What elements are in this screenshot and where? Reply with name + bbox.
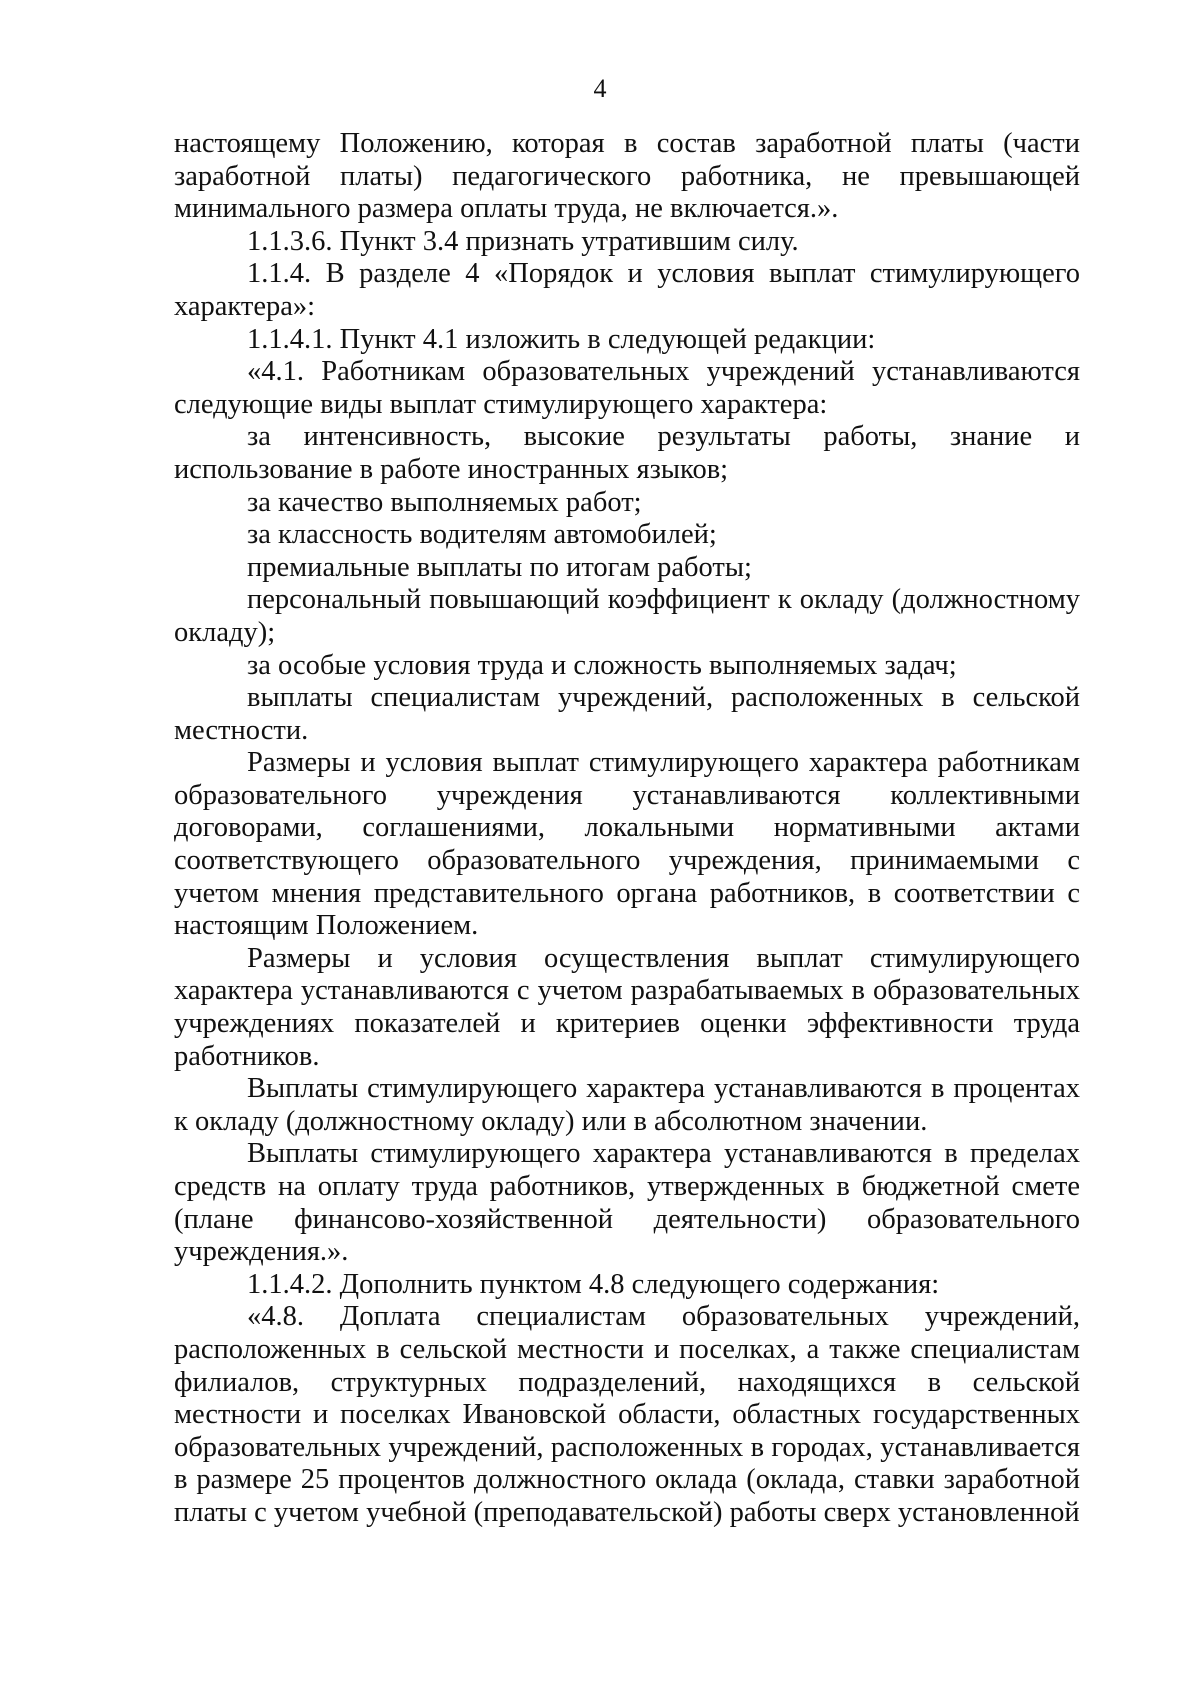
list-item: за особые условия труда и сложность выполняемых задач; [247, 649, 957, 681]
paragraph-4-1: «4.1. Работникам образовательных учреждений устанавливаются следующие виды выплат стимулирующего характера: [174, 356, 1080, 420]
list-item: премиальные выплаты по итогам работы; [247, 551, 752, 583]
paragraph-1-1-4-1: 1.1.4.1. Пункт 4.1 изложить в следующей редакции: [247, 323, 876, 355]
page-number: 4 [593, 74, 607, 103]
paragraph-sizes-conditions: Размеры и условия выплат стимулирующего характера работникам образовательного учреждения устанавливаются коллективными договорами, соглашениями, локальными нормативными актами соответствующего образовательного учреждения, принимаемыми с учетом мнения представительного органа работников, в соответствии с настоящим Положением. [174, 747, 1080, 942]
paragraph-1-1-4-2: 1.1.4.2. Дополнить пунктом 4.8 следующего содержания: [247, 1268, 940, 1300]
paragraph-4-8: «4.8. Доплата специалистам образовательных учреждений, расположенных в сельской местности и поселках, а также специалистам филиалов, структурных подразделений, находящихся в сельской местности и поселках Ивановской области, областных государственных образовательных учреждений, расположенных в городах, устанавливается в размере 25 процентов должностного оклада (оклада, ставки заработной платы с учетом учебной (преподавательской) работы сверх установленной [174, 1301, 1080, 1528]
paragraph-1-1-3-6: 1.1.3.6. Пункт 3.4 признать утратившим силу. [247, 225, 799, 257]
list-item: персональный повышающий коэффициент к окладу (должностному окладу); [174, 584, 1080, 648]
paragraph-1-1-4: 1.1.4. В разделе 4 «Порядок и условия выплат стимулирующего характера»: [174, 258, 1080, 322]
list-item: за качество выполняемых работ; [247, 486, 642, 518]
paragraph-continuation: настоящему Положению, которая в состав заработной платы (части заработной платы) педагогического работника, не превышающей минимального размера оплаты труда, не включается.». [174, 128, 1080, 225]
document-body [174, 128, 1080, 1530]
list-item: за интенсивность, высокие результаты работы, знание и использование в работе иностранных языков; [174, 421, 1080, 485]
list-item: за классность водителям автомобилей; [247, 519, 717, 551]
paragraph-indicators: Размеры и условия осуществления выплат стимулирующего характера устанавливаются с учетом разрабатываемых в образовательных учреждениях показателей и критериев оценки эффективности труда работников. [174, 942, 1080, 1072]
list-item: выплаты специалистам учреждений, расположенных в сельской местности. [174, 682, 1080, 746]
paragraph-budget: Выплаты стимулирующего характера устанавливаются в пределах средств на оплату труда работников, утвержденных в бюджетной смете (плане финансово-хозяйственной деятельности) образовательного учреждения.». [174, 1138, 1080, 1268]
paragraph-percent: Выплаты стимулирующего характера устанавливаются в процентах к окладу (должностному окладу) или в абсолютном значении. [174, 1073, 1080, 1137]
